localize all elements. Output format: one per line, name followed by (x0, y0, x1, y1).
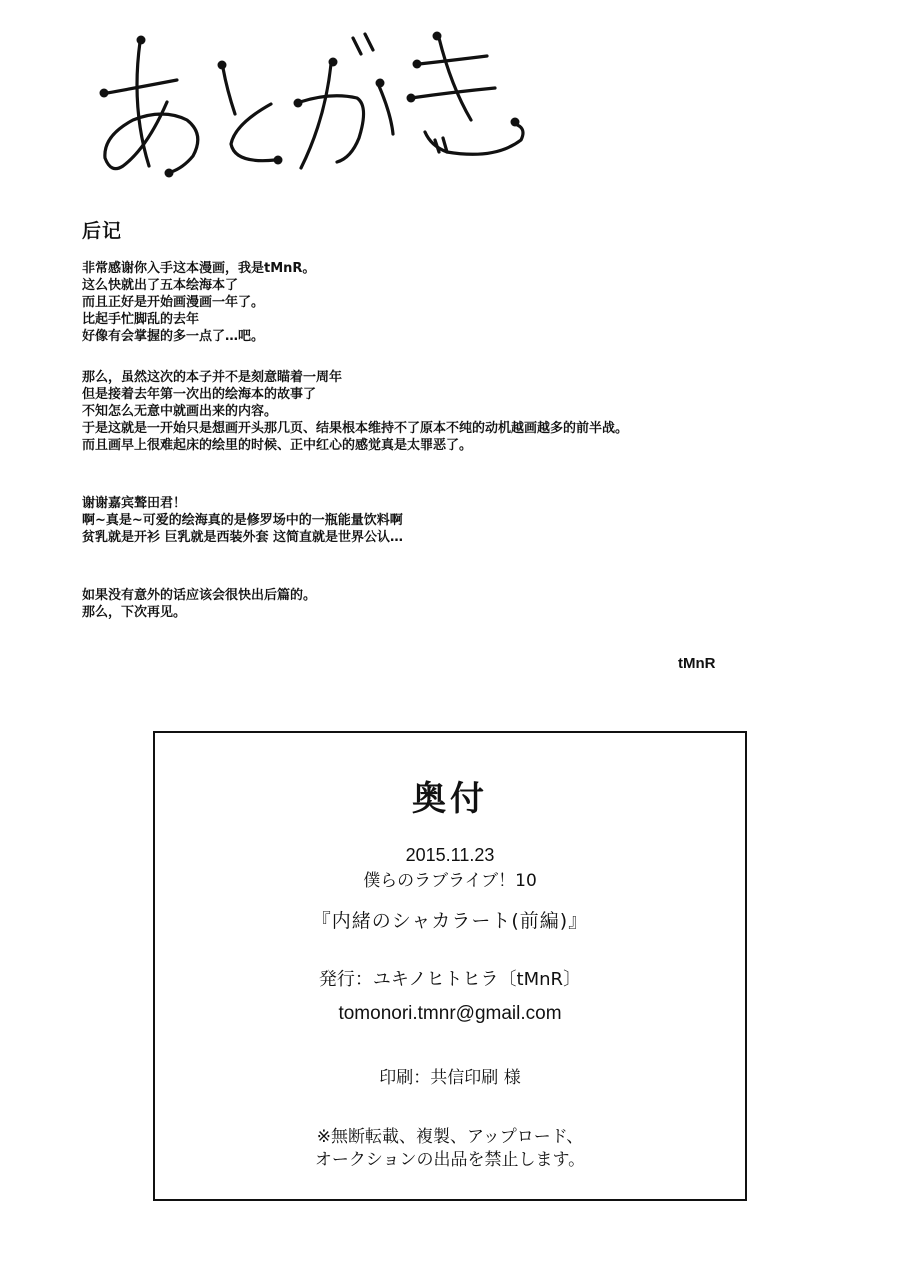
text-line: 比起手忙脚乱的去年 (82, 312, 200, 327)
text-line: 那么，下次再见。 (82, 605, 187, 620)
copyright-notice-line-2: オークションの出品を禁止します。 (314, 1150, 586, 1170)
publication-date: 2015.11.23 (405, 845, 495, 865)
text-line: 那么，虽然这次的本子并不是刻意瞄着一周年 (82, 370, 343, 385)
afterword-paragraph-4 (82, 587, 316, 621)
text-line: 但是接着去年第一次出的绘海本的故事了 (82, 387, 317, 402)
text-line: 而且正好是开始画漫画一年了。 (82, 295, 265, 310)
text-line: 非常感谢你入手这本漫画，我是tMnR。 (82, 261, 316, 276)
afterword-paragraph-3 (82, 495, 403, 546)
afterword-heading: 后记 (82, 220, 123, 242)
afterword-logo-lettering (75, 28, 545, 203)
colophon-title: 奥付 (412, 779, 488, 819)
text-line: 谢谢嘉宾聱田君！ (82, 496, 187, 511)
printer-line: 印刷：共信印刷 様 (379, 1068, 521, 1088)
publisher-line: 発行：ユキノヒトヒラ〔tMnR〕 (318, 969, 582, 990)
afterword-paragraph-2 (82, 369, 628, 454)
work-title: 『内緒のシャカラート(前編)』 (311, 910, 589, 932)
text-line: 如果没有意外的话应该会很快出后篇的。 (82, 588, 317, 603)
copyright-notice-line-1: ※無断転載、複製、アップロード、 (316, 1127, 584, 1147)
text-line: 贫乳就是开衫 巨乳就是西装外套 这简直就是世界公认… (82, 530, 404, 545)
text-line: 而且画早上很难起床的绘里的时候、正中红心的感觉真是太罪恶了。 (82, 438, 473, 453)
colophon-box (153, 731, 747, 1201)
text-line: 啊~真是~可爱的绘海真的是修罗场中的一瓶能量饮料啊 (82, 513, 403, 528)
text-line: 好像有会掌握的多一点了…吧。 (82, 329, 265, 344)
text-line: 于是这就是一开始只是想画开头那几页、结果根本维持不了原本不纯的动机越画越多的前半战。 (82, 421, 629, 436)
contact-email: tomonori.tmnr@gmail.com (338, 1003, 562, 1024)
author-signature: tMnR (678, 655, 716, 672)
text-line: 这么快就出了五本绘海本了 (82, 278, 239, 293)
text-line: 不知怎么无意中就画出来的内容。 (82, 404, 278, 419)
series-name: 僕らのラブライブ！10 (363, 871, 537, 891)
afterword-paragraph-1 (82, 260, 315, 345)
